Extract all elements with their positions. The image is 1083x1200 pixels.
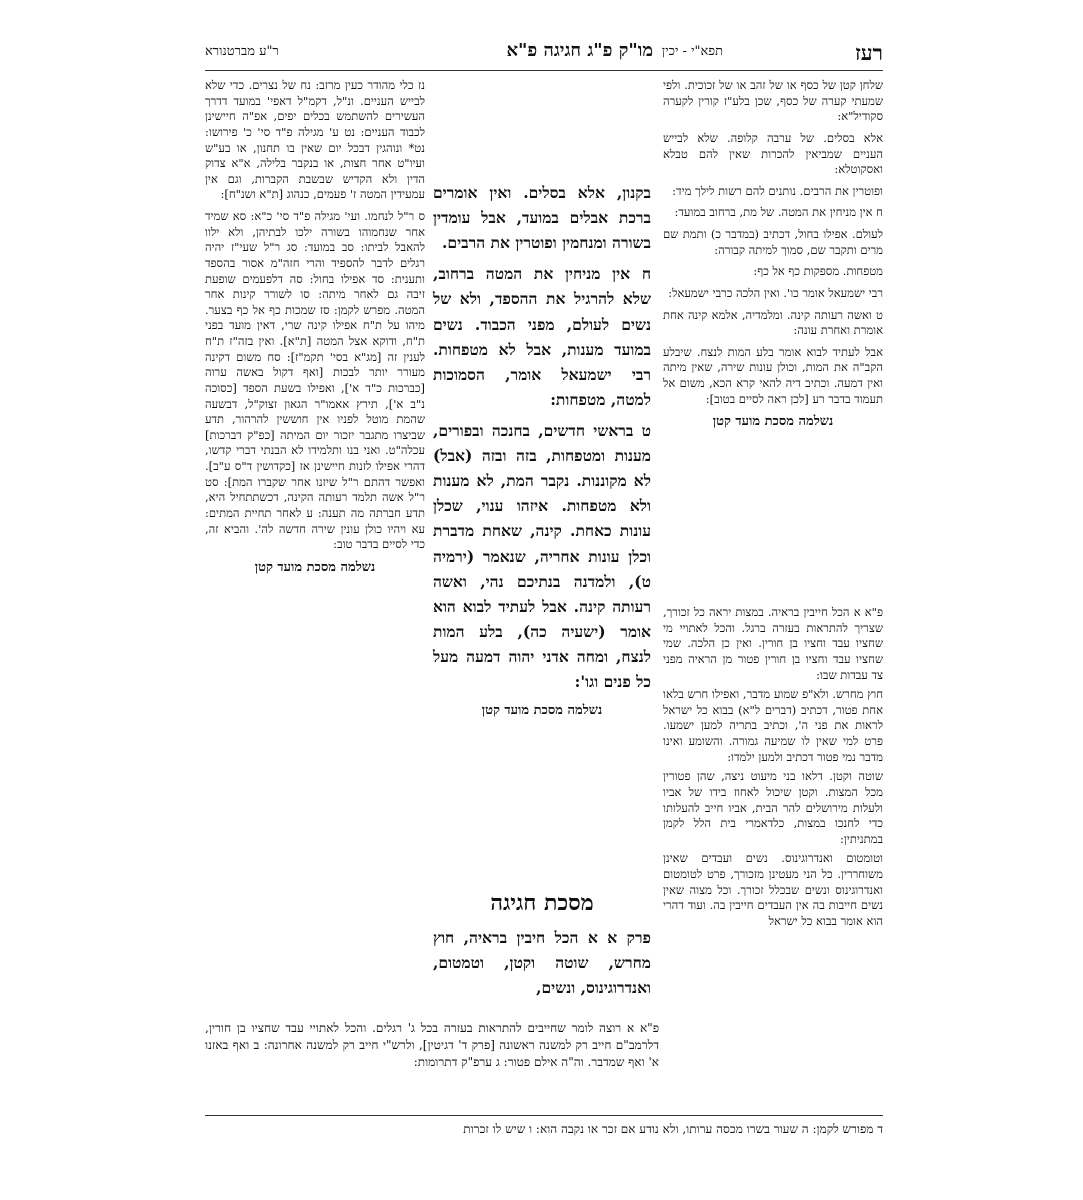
tiferet-paragraph: ס ר"ל לנחמו. ועי' מגילה פ"ד סי' כ"א: סא שמיד אחר שנחמוהו בשורה ילכו לבתיהן, ולא ילוו להאבל לביתו: סב במועד: סג ר"ל שעי"ז יהיה רגלים לדבר להספיד והרי חזה"מ אסור בהספד ותענית: סד אפילו בחול: סה דלפעמים שופעת זיבה גם לאחר מיתה: סו לשורר קינות אחר המטה. מפרש לקמן: סז שמכות כף אל כף בצער. מיהו על ת"ח אפילו קינה שרי, דאין מועד בפני ת"ח, ודוקא אצל המטה [ת"א]. ואין בזה"ז ת"ח לענין זה [מג"א בסי' תקמ"ז]: סח משום דקינה מעורר יותר לבכות [ואף דקול באשה ערוה [כברכות כ"ד א'], ואפילו בשעת הספד [כסוכה נ"ב א'], תירץ אאמו"ר הגאון זצוק"ל, דבשעה שהמת מוטל לפניו אין חוששין להרהור, תדע שביצרו מתגבר יזכור יום המיתה [כפ"ק דברכות] עכלה"ט. ואני בנו ותלמידו לא הבנתי דברי קדשו, דהרי אפילו לזנות חיישינן אז [כקדושין ד"ס ע"ב]. ואפשר דהתם ר"ל שיזנו אחר שקברו המת]: סט ר"ל אשה תלמד רעותה הקינה, דכשתתחיל היא, תדע חברתה מה תענה: ע לאחר תחיית המתים: עא ויהיו כולן עונין שירה חדשה לה'. והביא זה, כדי לסיים בדבר טוב: xyxy=(205,209,425,552)
bartenura-paragraph: לעולם. אפילו בחול, דכתיב (במדבר כ) ותמת שם מרים ותקבר שם, סמוך למיתה קבורה: xyxy=(663,227,883,257)
mishnah-paragraph: ט בראשי חדשים, בחנכה ובפורים, מענות ומטפחות, בזה ובזה (אבל) לא מקוננות. נקבר המת, לא מענות ולא מטפחות. איזהו ענוי, שכלן עונות כאחת. קינה, שאחת מדברת וכלן עונות אחריה, שנאמר (ירמיה ט), ולמדנה בנתיכם נהי, ואשה רעותה קינה. אבל לעתיד לבוא הוא אומר (ישעיה כה), בלע המות לנצח, ומחה אדני יהוה דמעה מעל כל פנים וגו': xyxy=(433,420,651,692)
bartenura-chagigah-paragraph: חוץ מחרש. ולא"פ שמוע מדבר, ואפילו חרש בלאו אחת פטור, דכתיב (דברים ל"א) בבוא כל ישראל לראות את פני ה', וכתיב בתריה למען ישמעו. פרט למי שאין לו שמיעה גמורה. והשומע ואינו מדבר נמי פטור דכתיב ולמען ילמדו: xyxy=(663,687,883,764)
bartenura-paragraph: מטפחות. מספקות כף אל כף: xyxy=(753,264,883,279)
bartenura-paragraph: שלחן קטן של כסף או של זהב או של זכוכית. ולפי שמעתי קערה של כסף, שכן בלע"ז קורין לקערה סקודיל"א: xyxy=(663,78,883,124)
header-date: תפא"י - יכין xyxy=(661,44,723,59)
tiferet-column xyxy=(205,78,425,576)
tiferet-paragraph: נז כלי מהודר כעין מרזב: נח של נצרים. כדי שלא לבייש העניים. ונ"ל, דקמ"ל דאפי' במועד דדרך העשירים להשתמש בכלים יפים, אפ"ה חיישינן לכבוד העניים: נט ע' מגילה פ"ד סי' כ' פירושו: נט* ונוהגין דבכל יום שאין בו תחנון, או בע"ש ועיו"ט אחר חצות, או בנקבר בלילה, א"א צדוק הדין ולא הקדיש שבשבת הקברות, וגם אין עמעידין המטה ז' פעמים, כנהוג [ת"א ושנ"ח]: xyxy=(205,78,425,202)
footnote: ד מפורש לקמן: ה שעור בשרו מכסה ערותו, ולא נודע אם זכר או נקבה הוא: ו שיש לו זכרות xyxy=(205,1115,883,1137)
tractate-title: מסכת חגיגה xyxy=(490,890,594,916)
mishnah-end-note: נשלמה מסכת מועד קטן xyxy=(481,703,603,719)
bartenura-paragraph: אבל לעתיד לבוא אומר בלע המות לנצח. שיבלע הקב"ה את המות, וכולן עונות שירה, שאין מיתה ואין דמעה. וכתיב דיה להאי קרא הכא, משום אל תעמוד בדבר רע [לכן ראה לסיים בטוב]: xyxy=(663,344,883,406)
bartenura-paragraph: ח אין מניחין את המטה. של מת, ברחוב במועד: xyxy=(674,205,883,220)
bartenura-chagigah xyxy=(663,605,883,930)
bartenura-chagigah-paragraph: שוטה וקטן. דלאו בני מיעוט ניצה, שהן פטורין מכל המצות. וקטן שיכול לאחוז בידו של אביו ולעלות מירושלים להר הבית, אביו חייב להעלותו כדי לחנכו במצות, כלדאמרי בית הלל לקמן במתניתין: xyxy=(663,769,883,846)
mishnah-paragraph: בקנון, אלא בסלים. ואין אומרים ברכת אבלים במועד, אבל עומדין בשורה ומנחמין ופוטרין את הרבים. xyxy=(433,183,651,253)
mishnah-column xyxy=(433,180,651,721)
chagigah-mishnah: פרק א א הכל חיבין בראיה, חוץ מחרש, שוטה וקטן, וטמטום, ואנדרוגינוס, ונשים, xyxy=(433,928,651,998)
header-commentary: ר"ע מברטנורא xyxy=(205,44,279,59)
mishnah-paragraph: ח אין מניחין את המטה ברחוב, שלא להרגיל את ההספד, ולא של נשים לעולם, מפני הכבוד. נשים במועד מענות, אבל לא מטפחות. רבי ישמעאל אומר, הסמוכות למטה, מטפחות: xyxy=(433,264,651,409)
bartenura-end-note: נשלמה מסכת מועד קטן xyxy=(712,414,834,430)
talmud-page xyxy=(205,30,883,1150)
tiferet-chagigah: פ"א א רוצה לומר שחייבים להתראות בעזרה בכל ג' רגלים. והכל לאתויי עבד שחציו בן חורין, דלרמב"ם חייב רק למשנה ראשונה [פרק ד' דגיטין], ולרש"י חייב רק למשנה אחרונה: ב ואף באזנו א' ואף שמדבר. וה"ה אילם פטור: ג ערפ"ק דתרומות: xyxy=(205,1021,659,1069)
bartenura-chagigah-paragraph: פ"א א הכל חייבין בראיה. במצות יראה כל זכורך, שצריך להתראות בעזרה ברגל. והכל לאתויי מי שחציו עבד וחציו בן חורין. ואין כן הלכה. שמי שחציו עבד וחציו בן חורין פטור מן הראיה מפני צד עבדות שבו: xyxy=(663,605,883,682)
header-tractate: מו"ק פ"ג חגיגה פ"א xyxy=(506,40,653,61)
bartenura-paragraph: ט ואשה רעותה קינה. ומלמדיה, אלמא קינה אחת אומרת ואחרת עונה: xyxy=(663,307,883,338)
bartenura-paragraph: ופוטרין את הרבים. נותנים להם רשות לילך מיד: xyxy=(672,183,883,198)
bartenura-paragraph: רבי ישמעאל אומר כו'. ואין הלכה כרבי ישמעאל: xyxy=(668,285,883,300)
page-number: רעז xyxy=(854,40,883,65)
bartenura-chagigah-paragraph: וטומטום ואנדרוגינוס. נשים ועבדים שאינן משוחררין. כל הני מעטינן מזכורך, פרט לטומטום ואנדרוגינוס ונשים שבכלל זכורך. וכל מצוה שאין נשים חייבות בה אין העבדים חייבין בה. ועוד דהרי הוא אומר בבוא כל ישראל xyxy=(663,851,883,928)
bartenura-paragraph: אלא בסלים. של ערבה קלופה. שלא לבייש העניים שמביאין להכרות שאין להם טבלא ואסקוטלא: xyxy=(663,130,883,177)
bartenura-column xyxy=(663,78,883,431)
page-header xyxy=(205,40,883,71)
tiferet-end-note: נשלמה מסכת מועד קטן xyxy=(254,559,376,575)
